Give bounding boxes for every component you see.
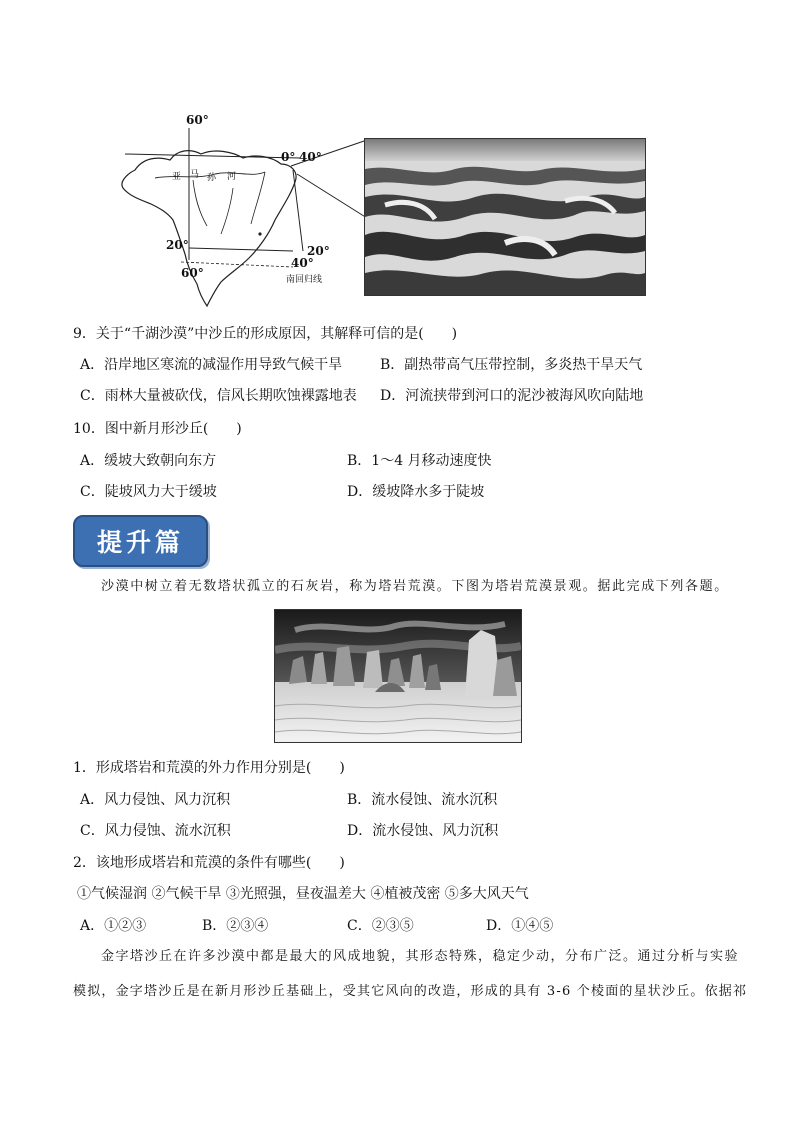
map-label-20-right: 20° bbox=[307, 244, 330, 258]
q10-option-d: D．缓坡降水多于陡坡 bbox=[347, 484, 485, 500]
intro-text: 沙漠中树立着无数塔状孤立的石灰岩，称为塔岩荒漠。下图为塔岩荒漠景观。据此完成下列各题。 bbox=[101, 579, 729, 594]
dune-photo-art bbox=[365, 139, 645, 295]
pinnacles-photo-art bbox=[275, 610, 521, 742]
q9-option-d: D．河流挟带到河口的泥沙被海风吹向陆地 bbox=[380, 388, 644, 404]
map-label-60-bottom: 60° bbox=[181, 266, 204, 280]
map-label-0: 0° bbox=[281, 150, 296, 164]
q10-option-a: A．缓坡大致朝向东方 bbox=[80, 453, 217, 469]
q1-option-c: C．风力侵蚀、流水沉积 bbox=[80, 823, 231, 839]
map-label-40-top: 40° bbox=[299, 150, 322, 164]
section-badge: 提升篇 bbox=[73, 515, 208, 567]
q9-option-a: A．沿岸地区寒流的减湿作用导致气候干旱 bbox=[80, 357, 343, 373]
map-label-60-top: 60° bbox=[186, 113, 209, 127]
q1-stem: 1．形成塔岩和荒漠的外力作用分别是( ) bbox=[73, 760, 345, 776]
q2-conditions: ①气候湿润 ②气候干旱 ③光照强，昼夜温差大 ④植被茂密 ⑤多大风天气 bbox=[77, 886, 529, 902]
map-river-char-3: 孙 bbox=[207, 173, 217, 183]
map-label-20-left: 20° bbox=[166, 238, 189, 252]
q9-option-c: C．雨林大量被砍伐，信风长期吹蚀裸露地表 bbox=[80, 388, 357, 404]
map-river-char-1: 亚 bbox=[172, 172, 182, 182]
passage-line-1: 金字塔沙丘在许多沙漠中都是最大的风成地貌，其形态特殊，稳定少动，分布广泛。通过分析与实验 bbox=[101, 949, 740, 964]
q2-option-a: A．①②③ bbox=[80, 918, 147, 934]
passage-line-2: 模拟，金字塔沙丘是在新月形沙丘基础上，受其它风向的改造，形成的具有 3-6 个棱面的星状沙丘。依据祁 bbox=[73, 984, 748, 999]
q2-option-c: C．②③⑤ bbox=[347, 918, 414, 934]
q1-option-b: B．流水侵蚀、流水沉积 bbox=[347, 792, 498, 808]
map-river-char-2: 马 bbox=[190, 170, 200, 180]
q10-option-c: C．陡坡风力大于缓坡 bbox=[80, 484, 217, 500]
q1-option-a: A．风力侵蚀、风力沉积 bbox=[80, 792, 231, 808]
q2-stem: 2．该地形成塔岩和荒漠的条件有哪些( ) bbox=[73, 855, 345, 871]
south-america-map bbox=[115, 108, 370, 308]
q9-option-b: B．副热带高气压带控制，多炎热干旱天气 bbox=[380, 357, 643, 373]
q2-option-d: D．①④⑤ bbox=[486, 918, 554, 934]
q1-option-d: D．流水侵蚀、风力沉积 bbox=[347, 823, 499, 839]
dune-photo bbox=[364, 138, 646, 296]
q10-option-b: B．1～4 月移动速度快 bbox=[347, 453, 492, 469]
q2-option-b: B．②③④ bbox=[202, 918, 269, 934]
map-label-40-bottom: 40° bbox=[291, 256, 314, 270]
pinnacles-photo bbox=[274, 609, 522, 743]
q9-stem: 9．关于“千湖沙漠”中沙丘的形成原因，其解释可信的是( ) bbox=[73, 326, 458, 342]
map-label-tropic: 南回归线 bbox=[286, 275, 323, 285]
map-river-char-4: 河 bbox=[227, 172, 237, 182]
q10-stem: 10．图中新月形沙丘( ) bbox=[73, 421, 242, 437]
